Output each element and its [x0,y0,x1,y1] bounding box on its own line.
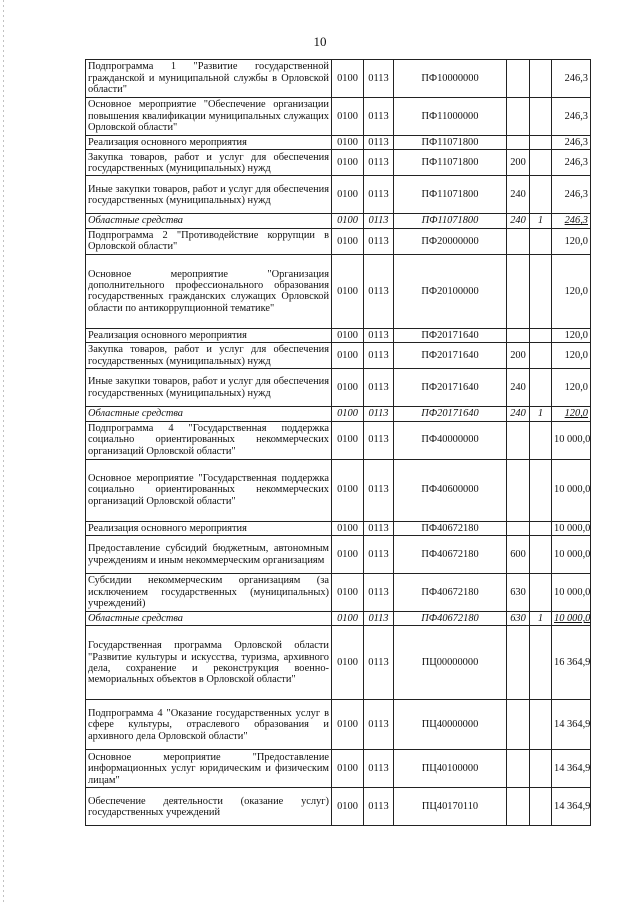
item-name-cell: Областные средства [86,612,332,626]
subsection-code-cell: 0113 [364,421,394,459]
subsection-code-cell: 0113 [364,369,394,407]
amount-cell: 10 000,0 [552,574,591,612]
target-article-code-cell: ПФ40672180 [394,574,507,612]
amount-cell: 10 000,0 [552,521,591,535]
item-name-cell: Основное мероприятие "Организация дополнительного профессионального образования государственных гражданских служащих Орловской области по антикоррупционной тематике" [86,254,332,328]
amount-cell: 14 364,9 [552,700,591,750]
amount-cell: 120,0 [552,254,591,328]
budget-table [85,59,591,826]
funding-source-code-cell [530,536,552,574]
funding-source-code-cell [530,750,552,788]
table-row [86,176,591,214]
subsection-code-cell: 0113 [364,228,394,254]
target-article-code-cell: ПФ11071800 [394,176,507,214]
subsection-code-cell: 0113 [364,700,394,750]
amount-cell: 246,3 [552,60,591,98]
subsection-code-cell: 0113 [364,521,394,535]
binding-edge-marks [3,0,4,905]
subsection-code-cell: 0113 [364,60,394,98]
table-row [86,521,591,535]
amount-cell: 120,0 [552,369,591,407]
table-row [86,343,591,369]
expense-type-code-cell [507,521,530,535]
target-article-code-cell: ПФ20171640 [394,407,507,421]
item-name-cell: Основное мероприятие "Государственная поддержка социально ориентированных некоммерческих организаций Орловской области" [86,459,332,521]
section-code-cell: 0100 [332,407,364,421]
expense-type-code-cell [507,626,530,700]
funding-source-code-cell [530,176,552,214]
target-article-code-cell: ПФ10000000 [394,60,507,98]
table-row [86,626,591,700]
amount-cell: 246,3 [552,98,591,136]
target-article-code-cell: ПФ11071800 [394,136,507,150]
amount-cell: 246,3 [552,176,591,214]
subsection-code-cell: 0113 [364,574,394,612]
item-name-cell: Иные закупки товаров, работ и услуг для обеспечения государственных (муниципальных) нужд [86,369,332,407]
target-article-code-cell: ПФ20171640 [394,328,507,342]
table-row [86,136,591,150]
expense-type-code-cell: 240 [507,407,530,421]
target-article-code-cell: ПФ20171640 [394,343,507,369]
item-name-cell: Подпрограмма 1 "Развитие государственной гражданской и муниципальной службы в Орловской области" [86,60,332,98]
target-article-code-cell: ПФ11071800 [394,214,507,228]
amount-cell: 10 000,0 [552,421,591,459]
item-name-cell: Подпрограмма 4 "Оказание государственных услуг в сфере культуры, отраслевого образования и архивного дела Орловской области" [86,700,332,750]
section-code-cell: 0100 [332,150,364,176]
amount-cell: 14 364,9 [552,750,591,788]
target-article-code-cell: ПФ40672180 [394,612,507,626]
target-article-code-cell: ПФ20100000 [394,254,507,328]
target-article-code-cell: ПФ40672180 [394,536,507,574]
subsection-code-cell: 0113 [364,536,394,574]
amount-cell: 10 000,0 [552,459,591,521]
table-row [86,254,591,328]
section-code-cell: 0100 [332,788,364,826]
section-code-cell: 0100 [332,176,364,214]
expense-type-code-cell [507,788,530,826]
funding-source-code-cell: 1 [530,214,552,228]
target-article-code-cell: ПФ20000000 [394,228,507,254]
section-code-cell: 0100 [332,612,364,626]
amount-cell: 246,3 [552,150,591,176]
section-code-cell: 0100 [332,60,364,98]
expense-type-code-cell [507,228,530,254]
item-name-cell: Основное мероприятие "Предоставление информационных услуг юридическим и физическим лицам" [86,750,332,788]
funding-source-code-cell [530,369,552,407]
funding-source-code-cell [530,254,552,328]
table-row [86,369,591,407]
target-article-code-cell: ПФ11071800 [394,150,507,176]
subsection-code-cell: 0113 [364,176,394,214]
amount-cell: 120,0 [552,328,591,342]
section-code-cell: 0100 [332,626,364,700]
amount-cell: 10 000,0 [552,612,591,626]
item-name-cell: Реализация основного мероприятия [86,328,332,342]
subsection-code-cell: 0113 [364,750,394,788]
section-code-cell: 0100 [332,328,364,342]
subsection-code-cell: 0113 [364,136,394,150]
expense-type-code-cell [507,136,530,150]
item-name-cell: Обеспечение деятельности (оказание услуг) государственных учреждений [86,788,332,826]
item-name-cell: Подпрограмма 2 "Противодействие коррупции в Орловской области" [86,228,332,254]
amount-cell: 120,0 [552,228,591,254]
expense-type-code-cell [507,421,530,459]
target-article-code-cell: ПЦ40000000 [394,700,507,750]
expense-type-code-cell [507,750,530,788]
subsection-code-cell: 0113 [364,459,394,521]
amount-cell: 120,0 [552,343,591,369]
target-article-code-cell: ПЦ00000000 [394,626,507,700]
section-code-cell: 0100 [332,98,364,136]
section-code-cell: 0100 [332,536,364,574]
subsection-code-cell: 0113 [364,612,394,626]
table-row [86,700,591,750]
funding-source-code-cell [530,136,552,150]
funding-source-code-cell [530,328,552,342]
expense-type-code-cell: 240 [507,176,530,214]
amount-cell: 246,3 [552,214,591,228]
funding-source-code-cell [530,788,552,826]
amount-cell: 16 364,9 [552,626,591,700]
item-name-cell: Областные средства [86,214,332,228]
item-name-cell: Закупка товаров, работ и услуг для обеспечения государственных (муниципальных) нужд [86,150,332,176]
expense-type-code-cell [507,60,530,98]
funding-source-code-cell [530,343,552,369]
target-article-code-cell: ПЦ40100000 [394,750,507,788]
expense-type-code-cell [507,700,530,750]
subsection-code-cell: 0113 [364,788,394,826]
amount-cell: 14 364,9 [552,788,591,826]
item-name-cell: Субсидии некоммерческим организациям (за исключением государственных (муниципальных) учреждений) [86,574,332,612]
item-name-cell: Государственная программа Орловской области "Развитие культуры и искусства, туризма, архивного дела, сохранение и реконструкция военно-мемориальных объектов в Орловской области" [86,626,332,700]
expense-type-code-cell: 240 [507,214,530,228]
expense-type-code-cell [507,98,530,136]
subsection-code-cell: 0113 [364,343,394,369]
funding-source-code-cell [530,700,552,750]
section-code-cell: 0100 [332,343,364,369]
section-code-cell: 0100 [332,369,364,407]
table-row [86,98,591,136]
funding-source-code-cell: 1 [530,407,552,421]
subsection-code-cell: 0113 [364,98,394,136]
funding-source-code-cell [530,574,552,612]
item-name-cell: Областные средства [86,407,332,421]
table-row [86,214,591,228]
page-number: 10 [313,34,327,49]
funding-source-code-cell [530,459,552,521]
item-name-cell: Иные закупки товаров, работ и услуг для обеспечения государственных (муниципальных) нужд [86,176,332,214]
section-code-cell: 0100 [332,136,364,150]
subsection-code-cell: 0113 [364,626,394,700]
section-code-cell: 0100 [332,750,364,788]
funding-source-code-cell [530,98,552,136]
funding-source-code-cell [530,521,552,535]
subsection-code-cell: 0113 [364,150,394,176]
section-code-cell: 0100 [332,214,364,228]
table-row [86,536,591,574]
subsection-code-cell: 0113 [364,254,394,328]
item-name-cell: Основное мероприятие "Обеспечение организации повышения квалификации муниципальных служащих Орловской области" [86,98,332,136]
target-article-code-cell: ПФ20171640 [394,369,507,407]
section-code-cell: 0100 [332,459,364,521]
section-code-cell: 0100 [332,574,364,612]
target-article-code-cell: ПФ40600000 [394,459,507,521]
section-code-cell: 0100 [332,254,364,328]
section-code-cell: 0100 [332,421,364,459]
expense-type-code-cell: 200 [507,343,530,369]
target-article-code-cell: ПФ11000000 [394,98,507,136]
table-row [86,574,591,612]
table-row [86,459,591,521]
table-row [86,228,591,254]
table-row [86,407,591,421]
table-row [86,328,591,342]
expense-type-code-cell: 630 [507,612,530,626]
section-code-cell: 0100 [332,521,364,535]
table-row [86,421,591,459]
subsection-code-cell: 0113 [364,407,394,421]
funding-source-code-cell: 1 [530,612,552,626]
section-code-cell: 0100 [332,700,364,750]
amount-cell: 246,3 [552,136,591,150]
amount-cell: 10 000,0 [552,536,591,574]
target-article-code-cell: ПФ40672180 [394,521,507,535]
budget-table-body [86,60,591,826]
expense-type-code-cell: 200 [507,150,530,176]
table-row [86,150,591,176]
expense-type-code-cell [507,254,530,328]
table-row [86,612,591,626]
item-name-cell: Закупка товаров, работ и услуг для обеспечения государственных (муниципальных) нужд [86,343,332,369]
funding-source-code-cell [530,421,552,459]
item-name-cell: Реализация основного мероприятия [86,521,332,535]
target-article-code-cell: ПФ40000000 [394,421,507,459]
expense-type-code-cell: 240 [507,369,530,407]
funding-source-code-cell [530,626,552,700]
table-row [86,788,591,826]
funding-source-code-cell [530,228,552,254]
expense-type-code-cell [507,459,530,521]
section-code-cell: 0100 [332,228,364,254]
table-row [86,60,591,98]
item-name-cell: Предоставление субсидий бюджетным, автономным учреждениям и иным некоммерческим организациям [86,536,332,574]
subsection-code-cell: 0113 [364,328,394,342]
expense-type-code-cell: 600 [507,536,530,574]
expense-type-code-cell [507,328,530,342]
item-name-cell: Реализация основного мероприятия [86,136,332,150]
item-name-cell: Подпрограмма 4 "Государственная поддержка социально ориентированных некоммерческих организаций Орловской области" [86,421,332,459]
funding-source-code-cell [530,60,552,98]
target-article-code-cell: ПЦ40170110 [394,788,507,826]
subsection-code-cell: 0113 [364,214,394,228]
amount-cell: 120,0 [552,407,591,421]
funding-source-code-cell [530,150,552,176]
table-row [86,750,591,788]
expense-type-code-cell: 630 [507,574,530,612]
